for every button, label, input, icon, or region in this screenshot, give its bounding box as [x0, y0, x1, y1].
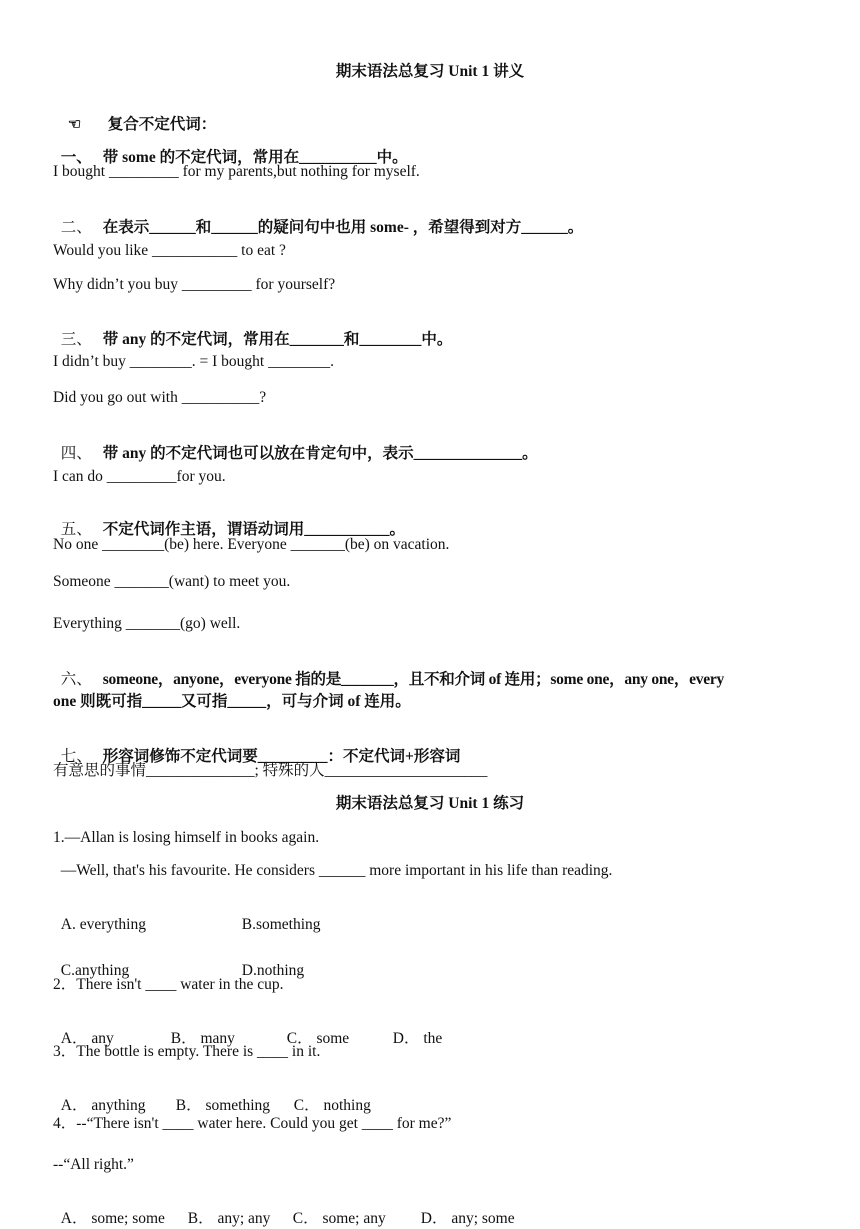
option-a: A． some; some: [60, 1210, 165, 1227]
example-line: I didn’t buy ________. = I bought ________.: [53, 353, 334, 370]
rule-text: 带 any 的不定代词，常用在_______和________中。: [102, 331, 453, 348]
question-2-stem: 2．There isn't ____ water in the cup.: [53, 976, 284, 993]
rule-number: 六、: [60, 671, 92, 688]
question-1-stem: 1.—Allan is losing himself in books again.: [53, 829, 320, 846]
rule-5: [53, 500, 405, 540]
lecture-title: 期末语法总复习 Unit 1 讲义: [335, 63, 525, 80]
question-3-stem: 3．The bottle is empty. There is ____ in it.: [53, 1043, 321, 1060]
rule-number: 三、: [60, 331, 92, 348]
rule-text: 不定代词作主语，谓语动词用___________。: [102, 521, 406, 538]
example-line: Everything _______(go) well.: [53, 615, 241, 632]
option-b: B． many: [170, 1030, 235, 1047]
example-line: Would you like ___________ to eat ?: [53, 242, 286, 259]
example-line: Someone _______(want) to meet you.: [53, 573, 291, 590]
option-b: B.something: [241, 916, 321, 933]
rule-text: someone，anyone，everyone 指的是_______，且不和介词 of 连用；some one，any one，every: [102, 671, 724, 688]
rule-number: 七、: [60, 748, 92, 765]
example-line: 有意思的事情______________; 特殊的人_____________________: [53, 762, 488, 779]
option-c: C． some: [286, 1030, 350, 1047]
question-4-stem: 4．--“There isn't ____ water here. Could you get ____ for me?”: [53, 1115, 452, 1132]
question-4-reply: --“All right.”: [53, 1156, 134, 1173]
option-d: D.nothing: [241, 962, 305, 979]
question-1-dialogue: —Well, that's his favourite. He considers ______ more important in his life than reading.: [53, 862, 613, 879]
rule-number: 四、: [60, 445, 92, 462]
example-line: No one ________(be) here. Everyone _______(be) on vacation.: [53, 536, 450, 553]
section-title: 复合不定代词：: [107, 116, 217, 133]
rule-text: 带 any 的不定代词也可以放在肯定句中，表示______________。: [102, 445, 538, 462]
option-c: C． nothing: [293, 1097, 371, 1114]
rule-6-continued: one 则既可指_____又可指_____，可与介词 of 连用。: [53, 693, 411, 710]
rule-number: 五、: [60, 521, 92, 538]
rule-3: [53, 310, 452, 350]
option-d: D． any; some: [420, 1210, 515, 1227]
option-d: D． the: [392, 1030, 443, 1047]
example-line: I can do _________for you.: [53, 468, 226, 485]
rule-2: [53, 198, 583, 238]
option-c: C.anything: [60, 962, 130, 979]
option-c: C． some; any: [292, 1210, 386, 1227]
rule-text: 形容词修饰不定代词要_________：不定代词+形容词: [102, 748, 461, 765]
rule-4: [53, 424, 538, 464]
pointing-hand-icon: ☜: [67, 117, 82, 133]
rule-number: 二、: [60, 219, 92, 236]
option-b: B． something: [175, 1097, 271, 1114]
example-line: Did you go out with __________?: [53, 389, 267, 406]
rule-6: [53, 650, 724, 690]
option-a: A． any: [60, 1030, 114, 1047]
example-line: I bought _________ for my parents,but nothing for myself.: [53, 163, 420, 180]
rule-text: 带 some 的不定代词，常用在__________中。: [102, 149, 408, 166]
practice-title: 期末语法总复习 Unit 1 练习: [335, 795, 525, 812]
option-a: A. everything: [60, 916, 146, 933]
rule-text: 在表示______和______的疑问句中也用 some- ，希望得到对方______。: [102, 219, 584, 236]
question-4-options: [53, 1189, 515, 1229]
example-line: Why didn’t you buy _________ for yourself?: [53, 276, 336, 293]
question-3-options: [53, 1076, 371, 1116]
option-a: A． anything: [60, 1097, 146, 1114]
rule-number: 一、: [60, 149, 92, 166]
question-1-options-ab: [53, 895, 321, 935]
option-b: B． any; any: [187, 1210, 271, 1227]
